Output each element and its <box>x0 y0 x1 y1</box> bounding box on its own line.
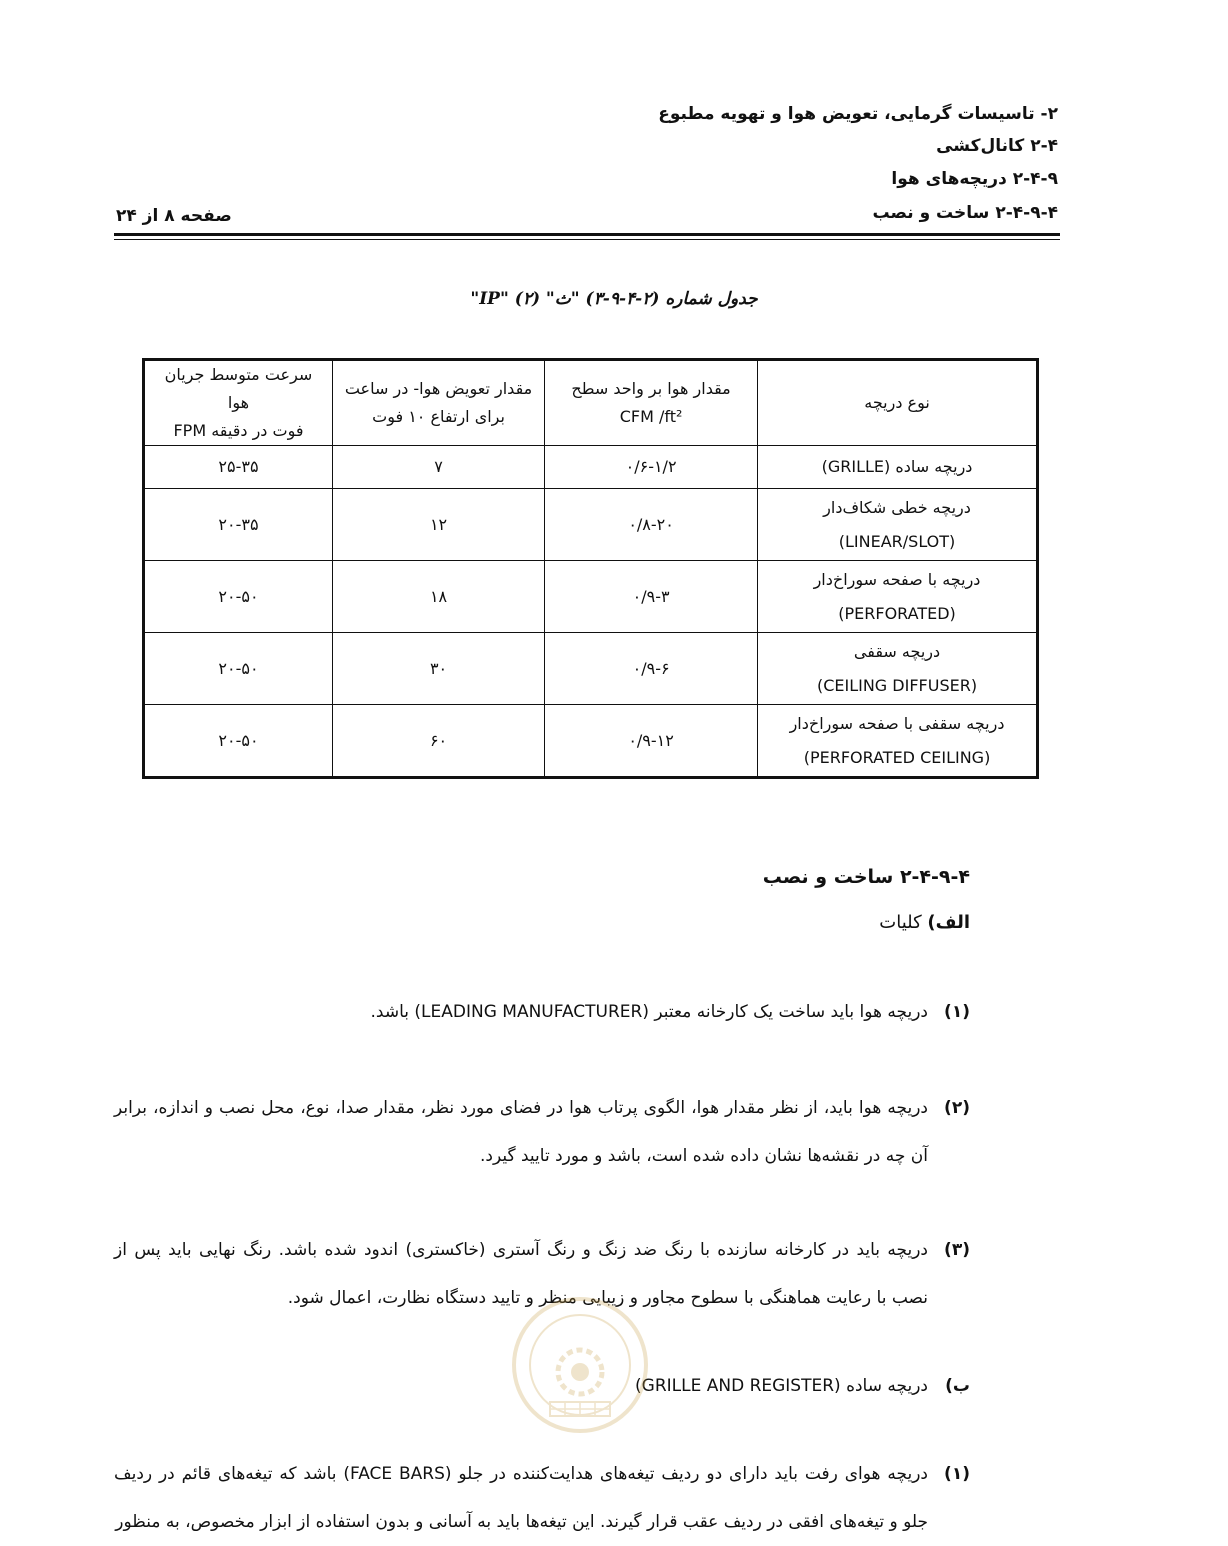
watermark-seal-icon <box>505 1290 655 1440</box>
cell-type: دریچه با صفحه سوراخ‌دار (PERFORATED) <box>758 561 1038 633</box>
paragraph-3: (۳) دریچه باید در کارخانه سازنده با رنگ ضد زنگ و رنگ آستری (خاکستری) اندود شده باشد. رنگ نهایی باید پس از نصب با رعایت هماهنگی با سطوح مجاور و زیبایی منظر و تایید دستگاه نظارت، اعمال شود. <box>114 1240 970 1308</box>
chapter-title: ۲- تاسیسات گرمایی، تعویض هوا و تهویه مطبوع <box>658 104 1058 124</box>
table-row <box>144 633 1038 705</box>
header-velocity: سرعت متوسط جریان هوا فوت در دقیقه FPM <box>144 360 333 446</box>
header-type: نوع دریچه <box>758 360 1038 446</box>
cell-velocity: ۲۰-۵۰ <box>144 561 333 633</box>
cell-type: دریچه خطی شکاف‌دار (LINEAR/SLOT) <box>758 489 1038 561</box>
table-row <box>144 489 1038 561</box>
cell-air-change: ۱۸ <box>332 561 544 633</box>
cell-velocity: ۲۵-۳۵ <box>144 446 333 489</box>
cell-type: دریچه سقفی با صفحه سوراخ‌دار (PERFORATED CEILING) <box>758 705 1038 778</box>
table-header-row <box>144 360 1038 446</box>
diffuser-table <box>142 358 1039 779</box>
cell-air-per-area: ۰/۶-۱/۲ <box>545 446 758 489</box>
cell-air-per-area: ۰/۹-۱۲ <box>545 705 758 778</box>
cell-air-per-area: ۰/۸-۲۰ <box>545 489 758 561</box>
subsubsection-title: ۲-۴-۹-۴ ساخت و نصب <box>872 203 1058 223</box>
cell-type: دریچه سقفی (CEILING DIFFUSER) <box>758 633 1038 705</box>
cell-air-change: ۶۰ <box>332 705 544 778</box>
subsection-title: ۲-۴-۹ دریچه‌های هوا <box>891 169 1058 189</box>
subheading-general: الف) کلیات <box>879 912 970 933</box>
paragraph-1: (۱) دریچه هوا باید ساخت یک کارخانه معتبر (LEADING MANUFACTURER) باشد. <box>370 1002 970 1022</box>
table-caption: جدول شماره (۲-۴-۹-۳) "ث" (۲) "IP" <box>470 289 758 309</box>
cell-velocity: ۲۰-۵۰ <box>144 633 333 705</box>
paragraph-2: (۲) دریچه هوا باید، از نظر مقدار هوا، الگوی پرتاب هوا در فضای مورد نظر، مقدار صدا، نوع، محل نصب و اندازه، برابر آن چه در نقشه‌ها نشان داده شده است، باشد و مورد تایید گیرد. <box>114 1098 970 1166</box>
table-row <box>144 561 1038 633</box>
cell-type: دریچه ساده (GRILLE) <box>758 446 1038 489</box>
table-row <box>144 705 1038 778</box>
page-number: صفحه ۸ از ۲۴ <box>116 206 232 226</box>
header-air-per-area: مقدار هوا بر واحد سطح CFM /ft² <box>545 360 758 446</box>
subheading-grille: ب) دریچه ساده (GRILLE AND REGISTER) <box>635 1376 970 1396</box>
header-rule-thick <box>114 233 1060 236</box>
section-heading: ۲-۴-۹-۴ ساخت و نصب <box>762 866 970 888</box>
paragraph-4: (۱) دریچه هوای رفت باید دارای دو ردیف تیغه‌های هدایت‌کننده در جلو (FACE BARS) باشد که تیغه‌های قائم در ردیف جلو و تیغه‌های افقی در ردیف عقب قرار گیرند. این تیغه‌ها باید به آسانی و بدون استفاده از ابزار مخصوص، به منظور <box>114 1464 970 1532</box>
cell-velocity: ۲۰-۵۰ <box>144 705 333 778</box>
header-air-change: مقدار تعویض هوا- در ساعت برای ارتفاع ۱۰ فوت <box>332 360 544 446</box>
cell-air-change: ۳۰ <box>332 633 544 705</box>
cell-air-change: ۱۲ <box>332 489 544 561</box>
cell-velocity: ۲۰-۳۵ <box>144 489 333 561</box>
section-title: ۲-۴ کانال‌کشی <box>936 136 1058 156</box>
table-row <box>144 446 1038 489</box>
cell-air-per-area: ۰/۹-۳ <box>545 561 758 633</box>
cell-air-per-area: ۰/۹-۶ <box>545 633 758 705</box>
header-rule-thin <box>114 239 1060 240</box>
cell-air-change: ۷ <box>332 446 544 489</box>
